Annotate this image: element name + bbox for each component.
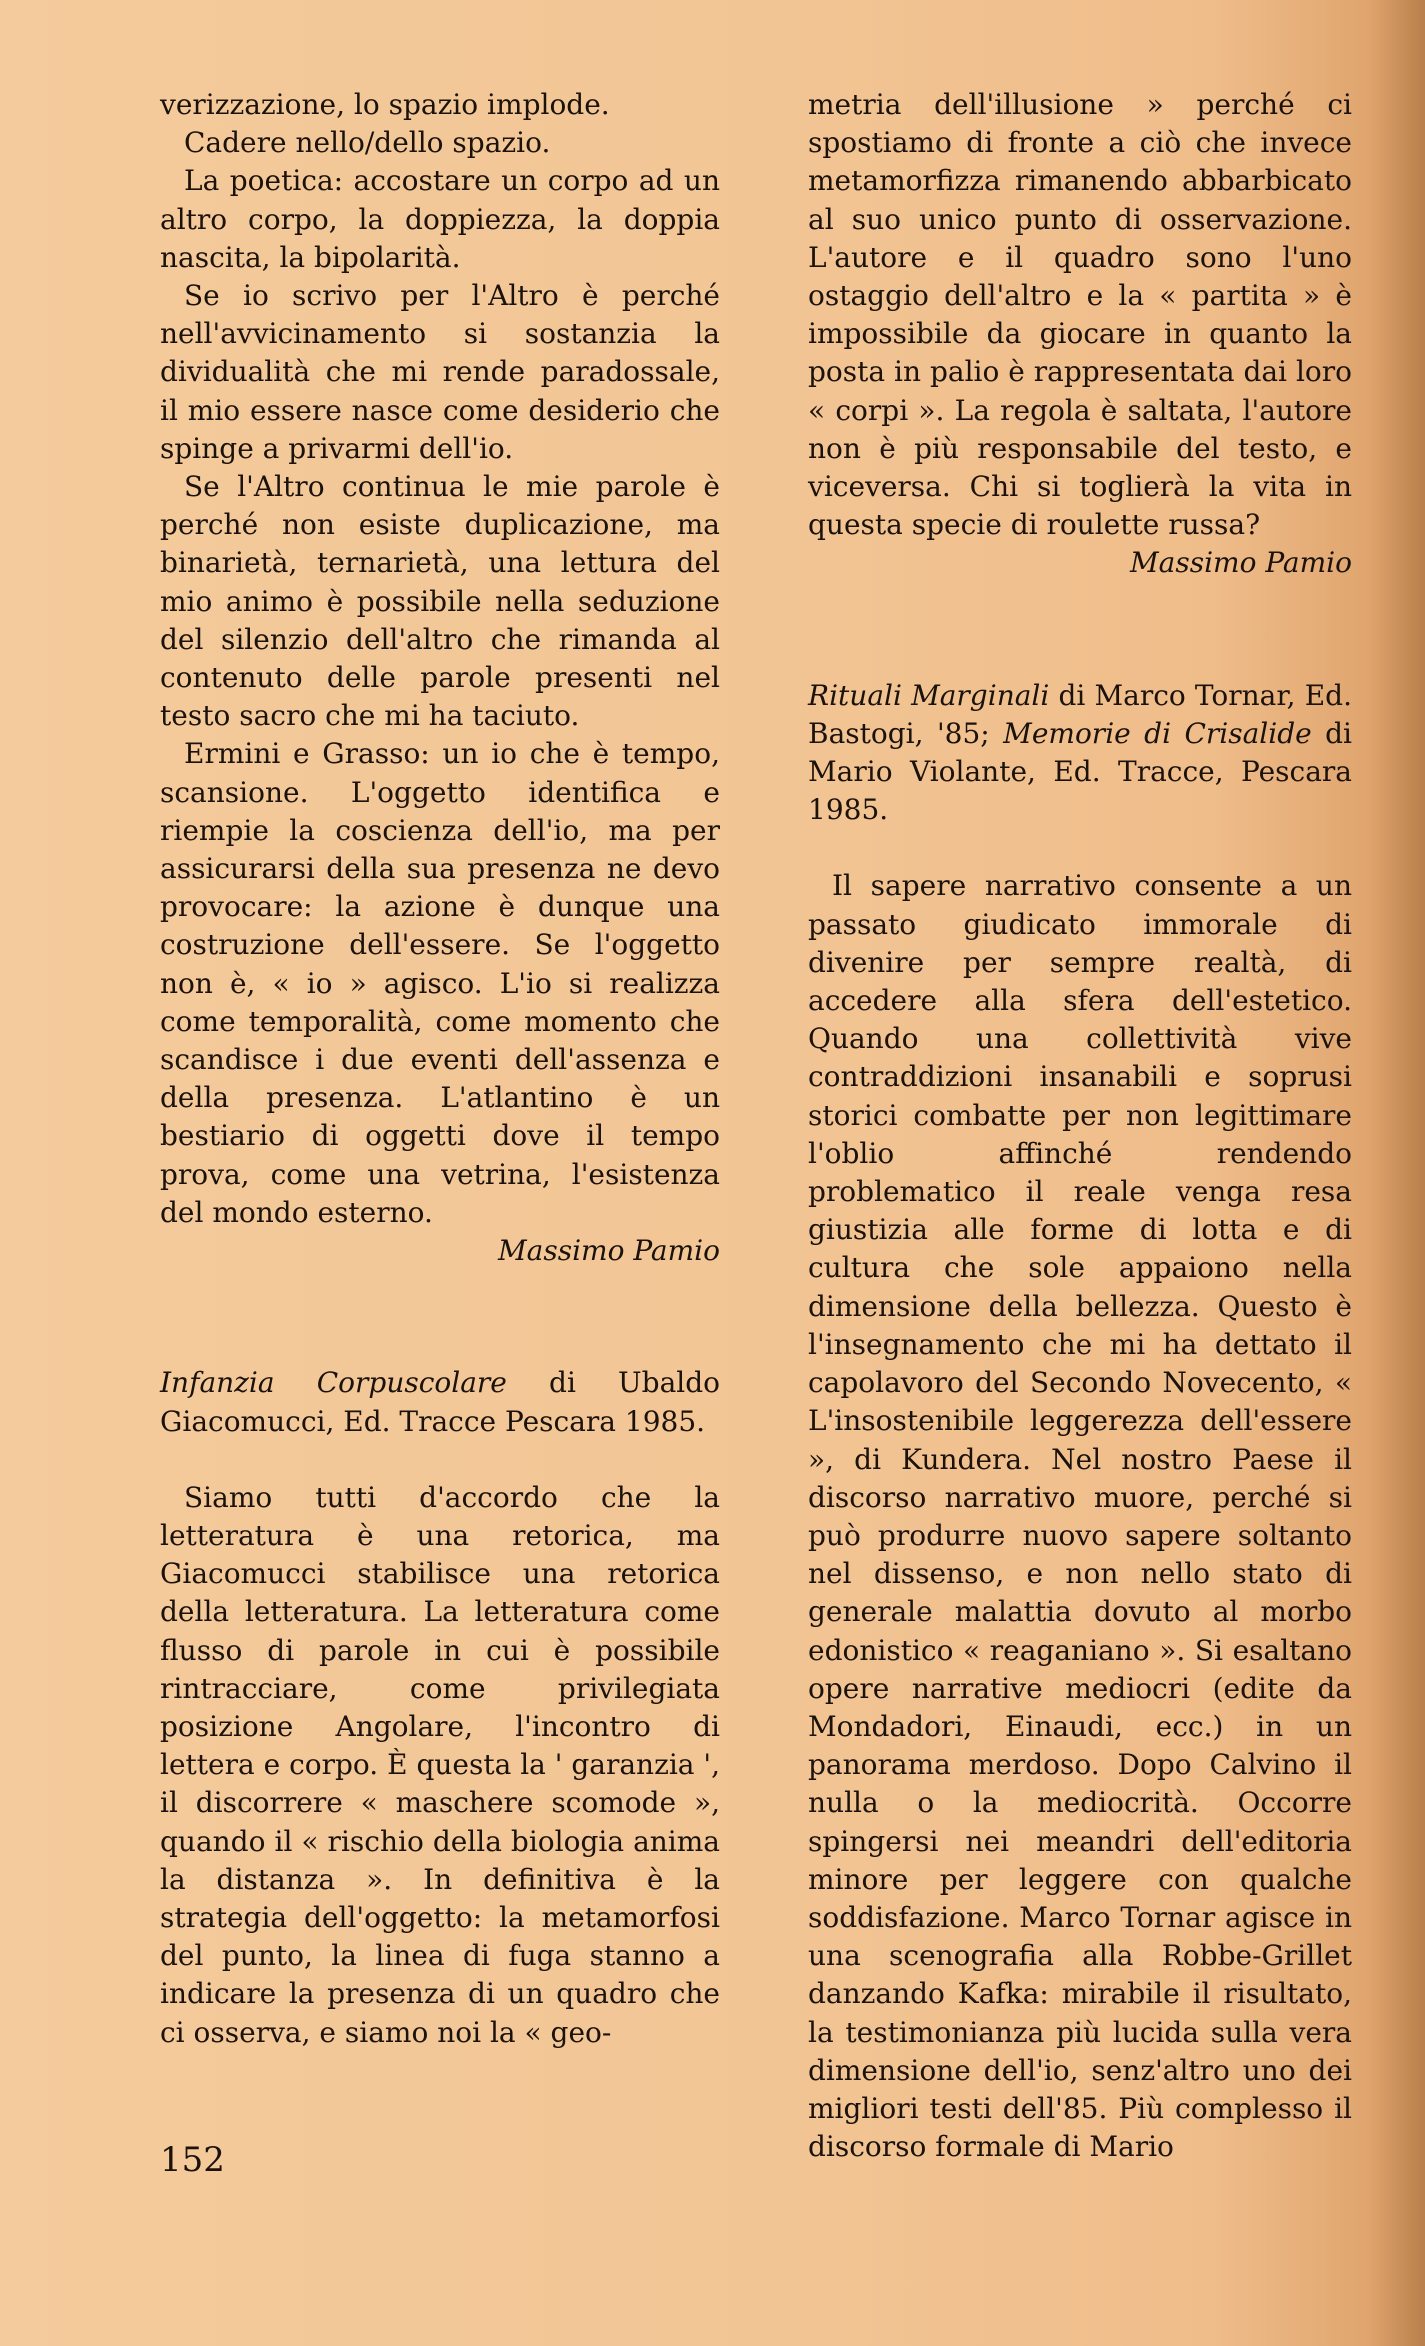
left-column [160, 86, 720, 2052]
book-details: di Marco Tornar, Ed. Bastogi, '85; [808, 678, 1352, 750]
paragraph: Ermini e Grasso: un io che è tempo, scansione. L'oggetto identifica e riempie la coscienza dell'io, ma per assicurarsi della sua presenza ne devo provocare: la azione è dunque una costruzione dell'essere. Se l'oggetto non è, « io » agisco. L'io si realizza come temporalità, come momento che scandisce i due eventi dell'assenza e della presenza. L'atlantino è un bestiario di oggetti dove il tempo prova, come una vetrina, l'esistenza del mondo esterno. [160, 737, 720, 1229]
author-signature: Massimo Pamio [497, 1234, 720, 1268]
book-title: Memorie di Crisalide [1003, 716, 1312, 750]
paragraph: Siamo tutti d'accordo che la letteratura è una retorica, ma Giacomucci stabilisce una retorica della letteratura. La letteratura come flusso di parole in cui è possibile rintracciare, come privilegiata posizione Angolare, l'incontro di lettera e corpo. È questa la ' garanzia ', il discorrere « maschere scomode », quando il « rischio della biologia anima la distanza ». In definitiva è la strategia dell'oggetto: la metamorfosi del punto, la linea di fuga stanno a indicare la presenza di un quadro che ci osserva, e siamo noi la « geo- [160, 1480, 720, 2049]
author-signature: Massimo Pamio [1129, 546, 1352, 580]
paragraph: metria dell'illusione » perché ci spostiamo di fronte a ciò che invece metamorfizza rimanendo abbarbicato al suo unico punto di osservazione. L'autore e il quadro sono l'uno ostaggio dell'altro e la « partita » è impossibile da giocare in quanto la posta in palio è rappresentata dai loro « corpi ». La regola è saltata, l'autore non è più responsabile del testo, e viceversa. Chi si toglierà la vita in questa specie di roulette russa? [808, 88, 1352, 542]
review-header [808, 677, 1352, 830]
page-number: 152 [160, 2140, 225, 2180]
paragraph: La poetica: accostare un corpo ad un altro corpo, la doppiezza, la doppia nascita, la bipolarità. [160, 164, 720, 274]
book-title: Rituali Marginali [808, 678, 1050, 712]
book-details: di Mario Violante, Ed. Tracce, Pescara 1985. [808, 716, 1352, 827]
paragraph: Se io scrivo per l'Altro è perché nell'avvicinamento si sostanzia la dividualità che mi rende paradossale, il mio essere nasce come desiderio che spinge a privarmi dell'io. [160, 279, 720, 465]
paragraph: Cadere nello/dello spazio. [184, 126, 551, 160]
review-header [160, 1364, 720, 1440]
paragraph: verizzazione, lo spazio implode. [160, 88, 610, 121]
paragraph: Se l'Altro continua le mie parole è perché non esiste duplicazione, ma binarietà, ternarietà, una lettura del mio animo è possibile nella seduzione del silenzio dell'altro che rimanda al contenuto delle parole presenti nel testo sacro che mi ha taciuto. [160, 470, 720, 733]
right-column [808, 86, 1352, 2166]
book-details: di Ubaldo Giacomucci, Ed. Tracce Pescara 1985. [160, 1366, 720, 1438]
book-title: Infanzia Corpuscolare [160, 1366, 507, 1400]
paragraph: Il sapere narrativo consente a un passato giudicato immorale di divenire per sempre realtà, di accedere alla sfera dell'estetico. Quando una collettività vive contraddizioni insanabili e soprusi storici combatte per non legittimare l'oblio affinché rendendo problematico il reale venga resa giustizia alle forme di lotta e di cultura che sole appaiono nella dimensione della bellezza. Questo è l'insegnamento che mi ha dettato il capolavoro del Secondo Novecento, « L'insostenibile leggerezza dell'essere », di Kundera. Nel nostro Paese il discorso narrativo muore, perché si può produrre nuovo sapere soltanto nel dissenso, e non nello stato di generale malattia dovuto al morbo edonistico « reaganiano ». Si esaltano opere narrative mediocri (edite da Mondadori, Einaudi, ecc.) in un panorama merdoso. Dopo Calvino il nulla o la mediocrità. Occorre spingersi nei meandri dell'editoria minore per leggere con qualche soddisfazione. Marco Tornar agisce in una scenografia alla Robbe-Grillet danzando Kafka: mirabile il risultato, la testimonianza più lucida sulla vera dimensione dell'io, senz'altro uno dei migliori testi dell'85. Più complesso il discorso formale di Mario [808, 869, 1352, 2164]
